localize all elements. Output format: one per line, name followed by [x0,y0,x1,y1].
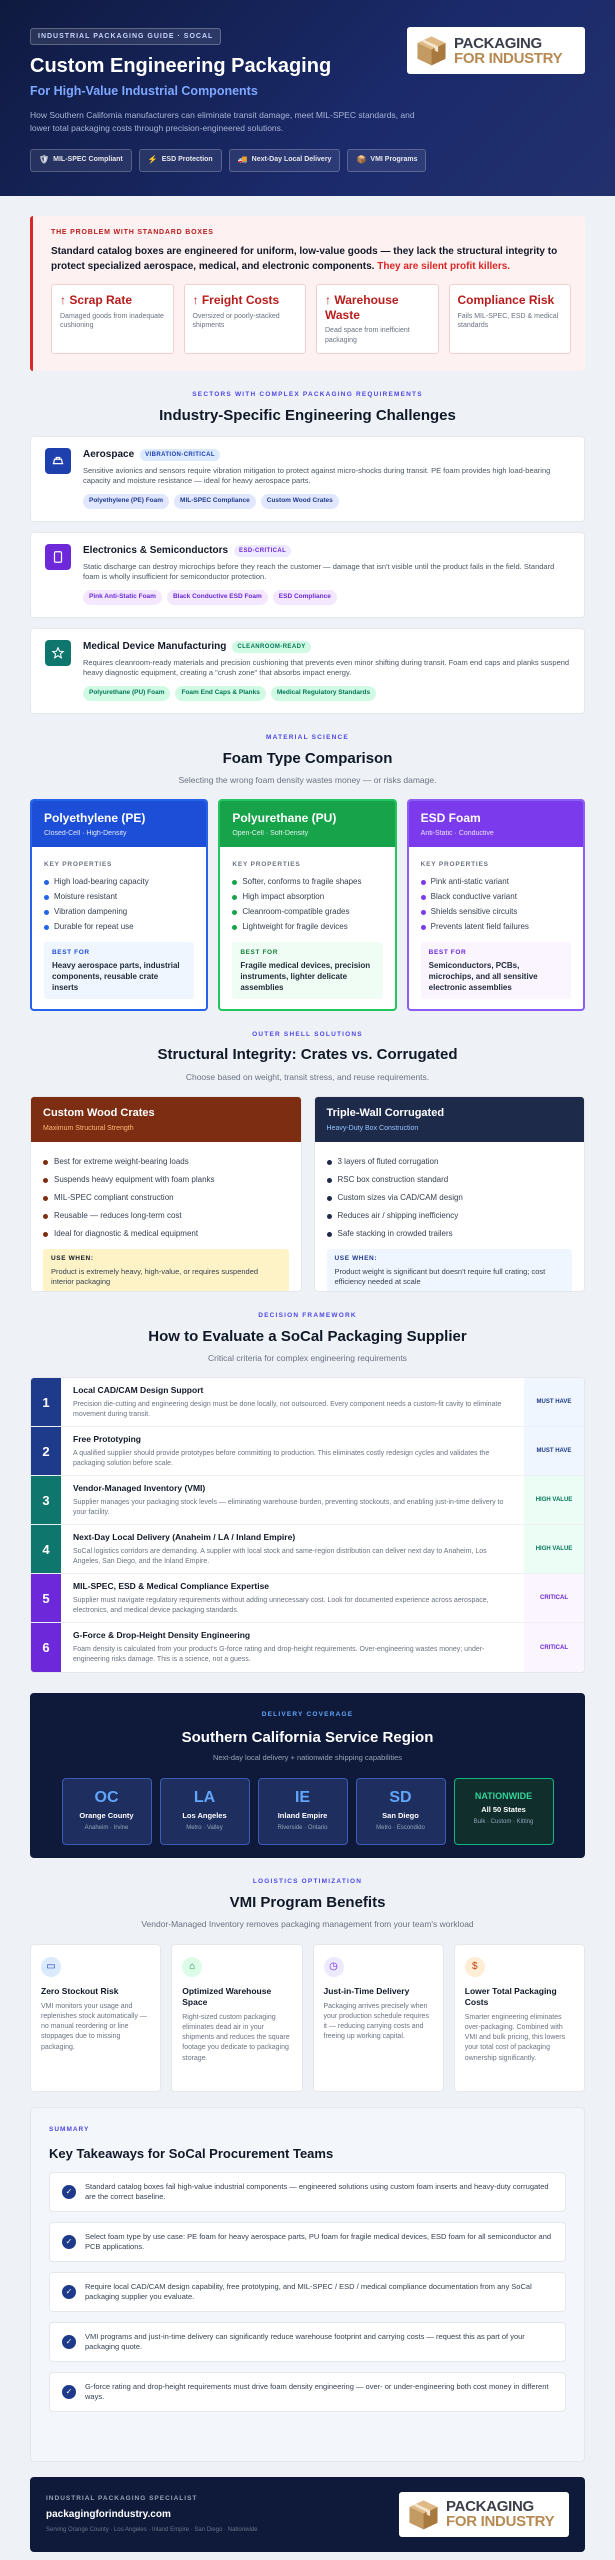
criteria-row: 3 Vendor-Managed Inventory (VMI) Supplier manages your packaging stock levels — eliminating warehouse burden, preventing stockouts, and enabling just-in-time delivery to your facility. HIGH VALUE [31,1476,584,1525]
problem-callout [30,216,585,371]
footer-brand-logo[interactable]: PACKAGING FOR INDUSTRY [399,2492,569,2537]
industry-card-medical [30,628,585,714]
priority-badge: HIGH VALUE [524,1476,584,1524]
industry-name: Aerospace [83,449,135,461]
vmi-card: $ Lower Total Packaging Costs Smarter engineering eliminates over-packaging. Combined with VMI and bulk pricing, this lowers your total cost of packaging ownership significantly. [454,1944,585,2092]
industry-chip: Pink Anti-Static Foam [83,590,162,605]
problem-lead: Standard catalog boxes are engineered for uniform, low-value goods — they lack the structural integrity to protect specialized aerospace, medical, and electronic components. They are silent profit killers. [51,246,558,273]
service-region-panel: DELIVERY COVERAGE Southern California Service Region Next-day local delivery + nationwide shipping capabilities OC Orange County Anaheim · Irvine LA Los Angeles Metro · Valley IE Inland Empire Riverside · Ontario SD San Diego Metro · Escondido NATIONWIDE All 50 States Bulk · Custom · Kitting [30,1693,585,1858]
footer: INDUSTRIAL PACKAGING SPECIALIST packagingforindustry.com Serving Orange County · Los Angeles · Inland Empire · San Diego · Nationwide PACKAGING FOR INDUSTRY [30,2477,585,2552]
industry-chip: MIL-SPEC Compliance [174,494,256,509]
region-tile: SD San Diego Metro · Escondido [356,1778,446,1845]
bolt-icon: ⚡ [147,154,158,164]
criteria-row: 2 Free Prototyping A qualified supplier should provide prototypes before committing to production. This eliminates costly redesign cycles and validates the packaging solution before scale. MUST HAVE [31,1427,584,1476]
vmi-card: ◷ Just-in-Time Delivery Packaging arrives precisely when your production schedule requires it — reducing carrying costs and freeing up working capital. [313,1944,444,2092]
section-title: Structural Integrity: Crates vs. Corrugated [157,1046,458,1064]
industries-section [30,391,585,714]
section-subtitle: Selecting the wrong foam density wastes money — or risks damage. [178,775,437,786]
check-icon: ✓ [62,2385,76,2399]
problem-highlight: They are silent profit killers. [377,261,511,273]
industry-chip: ESD Compliance [273,590,337,605]
shell-card-corrugated: Triple-Wall Corrugated Heavy-Duty Box Construction 3 layers of fluted corrugation RSC box construction standard Custom sizes via CAD/CAM design Reduces air / shipping inefficiency Safe stacking in crowded trailers USE WHEN: Product weight is significant but doesn't require full crating; cost efficiency needed at scale [314,1096,586,1292]
brand-logo[interactable] [407,27,585,74]
section-title: How to Evaluate a SoCal Packaging Supplier [148,1327,467,1345]
industry-chip: Polyethylene (PE) Foam [83,494,169,509]
priority-badge: MUST HAVE [524,1378,584,1426]
hero-tag: 📦 VMI Programs [347,149,426,172]
section-title: Foam Type Comparison [222,749,393,767]
truck-icon: 🚚 [237,154,248,164]
section-eyebrow: OUTER SHELL SOLUTIONS [252,1030,363,1038]
hero-tag: ⚡ ESD Protection [139,149,222,172]
check-icon: ✓ [62,2235,76,2249]
risk-card: ↑ Scrap Rate Damaged goods from inadequate cushioning [51,284,174,354]
section-eyebrow: LOGISTICS OPTIMIZATION [252,1878,363,1886]
shell-section [30,1031,585,1292]
section-subtitle: Critical criteria for complex engineering requirements [208,1353,407,1363]
box-icon: 📦 [356,154,367,164]
check-icon: ✓ [62,2185,76,2199]
shield-icon: 🛡 [39,154,50,164]
check-icon: ✓ [62,2285,76,2299]
priority-badge: MUST HAVE [524,1427,584,1475]
region-tile-nationwide: NATIONWIDE All 50 States Bulk · Custom · Kitting [454,1778,554,1845]
problem-label: THE PROBLEM WITH STANDARD BOXES [51,229,214,236]
star-icon [45,640,71,666]
priority-badge: HIGH VALUE [524,1525,584,1573]
industry-chip: Custom Wood Crates [261,494,339,509]
risk-list [51,284,571,354]
foam-card-pu: Polyurethane (PU) Open-Cell · Soft-Density KEY PROPERTIES Softer, conforms to fragile shapes High impact absorption Cleanroom-compatible grades Lightweight for fragile devices BEST FOR Fragile medical devices, precision instruments, lighter delicate assemblies [218,799,396,1011]
risk-card: Compliance Risk Fails MIL-SPEC, ESD & medical standards [449,284,572,354]
section-title: VMI Program Benefits [229,1894,386,1912]
clock-icon: ◷ [324,1957,344,1977]
phone-chip-icon [45,544,71,570]
industry-card-electronics [30,532,585,618]
region-tile: OC Orange County Anaheim · Irvine [62,1778,152,1845]
plane-icon [45,448,71,474]
industry-text: Static discharge can destroy microchips before they reach the customer — damage that isn't visible until the product fails in the field. Standard foam is wholly insufficient for semiconductor protection. [83,561,555,582]
criteria-row: 5 MIL-SPEC, ESD & Medical Compliance Expertise Supplier must navigate regulatory requirements without adding unnecessary cost. Look for documented experience across aerospace, electronics, and medical device packaging standards. CRITICAL [31,1574,584,1623]
vmi-section [30,1878,585,2091]
industry-chip: Polyurethane (PU) Foam [83,686,170,701]
industry-text: Sensitive avionics and sensors require vibration mitigation to protect against micro-shocks during transit. PE foam provides high load-bearing capacity and moisture resistance — ideal for heavy aerospace parts. [83,465,551,486]
hero-description: How Southern California manufacturers can eliminate transit damage, meet MIL-SPEC standards, and lower total packaging costs through precision-engineered solutions. [30,110,415,134]
summary-panel: SUMMARY Key Takeaways for SoCal Procurement Teams ✓ Standard catalog boxes fail high-value industrial components — engineered solutions using custom foam inserts and heavy-duty corrugated are the correct baseline. ✓ Select foam type by use case: PE foam for heavy aerospace parts, PU foam for fragile medical devices, ESD foam for all semiconductor and PCB applications. ✓ Require local CAD/CAM design capability, free prototyping, and MIL-SPEC / ESD / medical compliance documentation from any SoCal packaging supplier you evaluate. ✓ VMI programs and just-in-time delivery can significantly reduce warehouse footprint and carrying costs — request this as part of your packaging quote. ✓ G-force rating and drop-height requirements must drive foam density engineering — over- or under-engineering both cost money in different ways. [30,2107,585,2462]
foam-card-pe: Polyethylene (PE) Closed-Cell · High-Density KEY PROPERTIES High load-bearing capacity Moisture resistant Vibration dampening Durable for repeat use BEST FOR Heavy aerospace parts, industrial components, reusable crate inserts [30,799,208,1011]
criteria-row: 6 G-Force & Drop-Height Density Engineering Foam density is calculated from your product's G-force rating and drop-height requirements. Over-engineering wastes money; under-engineering risks damage. This is a science, not a guess. CRITICAL [31,1623,584,1672]
vmi-card: ⌂ Optimized Warehouse Space Right-sized custom packaging eliminates dead air in your shipments and reduces the square footage you dedicate to packaging storage. [171,1944,302,2092]
risk-card: ↑ Freight Costs Oversized or poorly-stacked shipments [184,284,307,354]
industry-card-aerospace [30,436,585,522]
logo-wordmark: PACKAGING FOR INDUSTRY [454,34,563,67]
foam-section [30,734,585,1010]
check-icon: ✓ [62,2335,76,2349]
industry-name: Electronics & Semiconductors [83,545,229,557]
industry-badge: ESD-CRITICAL [234,545,291,557]
risk-card: ↑ Warehouse Waste Dead space from inefficient packaging [316,284,439,354]
box-logo-icon [407,2498,440,2531]
hero-eyebrow: INDUSTRIAL PACKAGING GUIDE · SOCAL [30,28,221,45]
industry-badge: CLEANROOM-READY [232,641,310,653]
supplier-criteria-section [30,1312,585,1673]
section-subtitle: Vendor-Managed Inventory removes packaging management from your team's workload [141,1919,474,1930]
summary-title: Key Takeaways for SoCal Procurement Teams [49,2145,334,2161]
takeaway-item: ✓ G-force rating and drop-height requirements must drive foam density engineering — over- or under-engineering both cost money in different ways. [49,2372,566,2412]
takeaway-item: ✓ Require local CAD/CAM design capability, free prototyping, and MIL-SPEC / ESD / medical compliance documentation from any SoCal packaging supplier you evaluate. [49,2272,566,2312]
foam-card-esd: ESD Foam Anti-Static · Conductive KEY PROPERTIES Pink anti-static variant Black conductive variant Shields sensitive circuits Prevents latent field failures BEST FOR Semiconductors, PCBs, microchips, and all sensitive electronic assemblies [407,799,585,1011]
footer-website-link[interactable]: packagingforindustry.com [46,2509,171,2521]
industry-chip: Foam End Caps & Planks [175,686,265,701]
page-title: Custom Engineering Packaging [30,55,332,78]
industry-text: Requires cleanroom-ready materials and precision cushioning that prevents even minor shifting during transit. Foam end caps and planks suspend heavy diagnostic equipment, creating a "crush zone" that absorbs impact energy. [83,657,570,678]
box-logo-icon [415,34,448,67]
industry-chip: Black Conductive ESD Foam [167,590,268,605]
takeaway-item: ✓ VMI programs and just-in-time delivery can significantly reduce warehouse footprint and carrying costs — request this as part of your packaging quote. [49,2322,566,2362]
priority-badge: CRITICAL [524,1623,584,1672]
region-tile: LA Los Angeles Metro · Valley [160,1778,250,1845]
criteria-list [30,1377,585,1673]
hero-tags [30,149,585,172]
section-subtitle: Choose based on weight, transit stress, and reuse requirements. [185,1071,430,1082]
criteria-row: 1 Local CAD/CAM Design Support Precision die-cutting and engineering design must be done locally, not outsourced. Every component needs a custom-fit cavity to eliminate movement during transit. MUST HAVE [31,1378,584,1427]
hero-tag: 🛡 MIL-SPEC Compliant [30,149,132,172]
section-eyebrow: MATERIAL SCIENCE [266,734,349,742]
criteria-row: 4 Next-Day Local Delivery (Anaheim / LA / Inland Empire) SoCal logistics corridors are demanding. A supplier with local stock and same-region distribution can deliver next day to Anaheim, Los Angeles, San Diego, and the Inland Empire. HIGH VALUE [31,1525,584,1574]
monitor-icon: ▭ [41,1957,61,1977]
takeaway-item: ✓ Standard catalog boxes fail high-value industrial components — engineered solutions using custom foam inserts and heavy-duty corrugated are the correct baseline. [49,2172,566,2212]
region-title: Southern California Service Region [181,1729,434,1747]
section-eyebrow: DECISION FRAMEWORK [258,1311,357,1319]
hero-banner [0,0,615,196]
section-eyebrow: SECTORS WITH COMPLEX PACKAGING REQUIREMENTS [192,391,423,398]
hero-tag: 🚚 Next-Day Local Delivery [229,149,341,172]
shell-card-crates: Custom Wood Crates Maximum Structural Strength Best for extreme weight-bearing loads Suspends heavy equipment with foam planks MIL-SPEC compliant construction Reusable — reduces long-term cost Ideal for diagnostic & medical equipment USE WHEN: Product is extremely heavy, high-value, or requires suspended interior packaging [30,1096,302,1292]
priority-badge: CRITICAL [524,1574,584,1622]
takeaway-item: ✓ Select foam type by use case: PE foam for heavy aerospace parts, PU foam for fragile medical devices, ESD foam for all semiconductor and PCB applications. [49,2222,566,2262]
vmi-card: ▭ Zero Stockout Risk VMI monitors your usage and replenishes stock automatically — no manual reordering or line stoppages due to missing packaging. [30,1944,161,2092]
page-subtitle: For High-Value Industrial Components [30,84,258,99]
warehouse-icon: ⌂ [182,1957,202,1977]
dollar-icon: $ [465,1957,485,1977]
industry-badge: VIBRATION-CRITICAL [140,449,220,461]
industry-chip: Medical Regulatory Standards [271,686,376,701]
industry-name: Medical Device Manufacturing [83,641,227,653]
region-tile: IE Inland Empire Riverside · Ontario [258,1778,348,1845]
section-title: Industry-Specific Engineering Challenges [159,406,456,424]
